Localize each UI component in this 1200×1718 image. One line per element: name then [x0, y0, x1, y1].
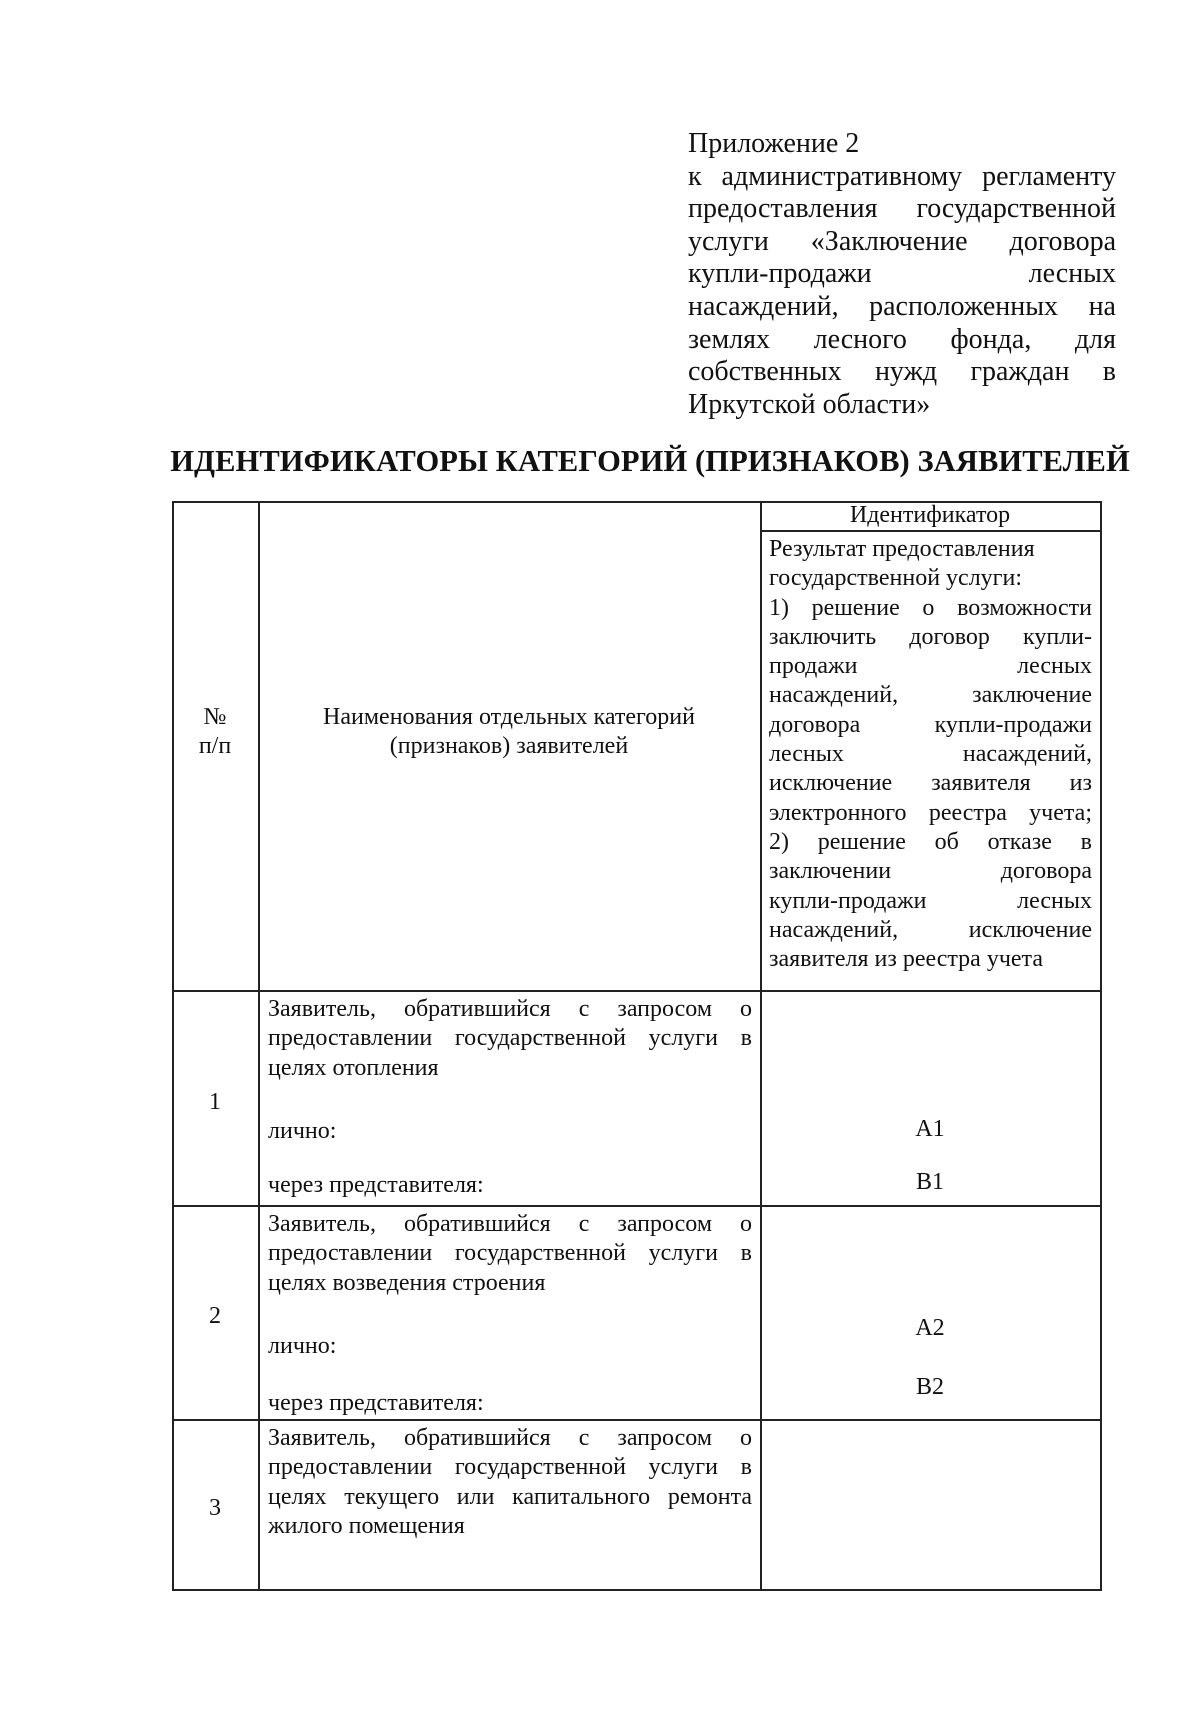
result-line: заявителя из реестра учета	[769, 946, 1043, 973]
annex-line: предоставления государственной	[688, 193, 1116, 225]
personal-code: A1	[915, 1116, 945, 1142]
header-number-line: п/п	[198, 733, 232, 760]
table-border-right	[1100, 501, 1102, 1591]
table-row-divider	[172, 1419, 1102, 1421]
annex-title: Приложение 2	[688, 128, 860, 159]
header-number	[172, 703, 258, 762]
representative-label: через представителя:	[268, 1172, 484, 1198]
result-line: насаждений, заключение	[769, 682, 1092, 709]
result-line: исключение заявителя из	[769, 770, 1092, 797]
header-number-line: №	[203, 704, 227, 730]
table-column-divider	[760, 501, 762, 1591]
header-identifier: Идентификатор	[849, 502, 1011, 528]
representative-code: B1	[915, 1169, 944, 1195]
result-line: заключить договор купли-	[769, 623, 1092, 650]
header-category	[258, 703, 760, 762]
description-line: целях текущего или капитального ремонта	[268, 1483, 752, 1510]
table-border-left	[172, 501, 174, 1591]
row-description	[268, 1424, 752, 1541]
document-title: ИДЕНТИФИКАТОРЫ КАТЕГОРИЙ (ПРИЗНАКОВ) ЗАЯВИТЕЛЕЙ	[170, 444, 1130, 478]
result-line: 1) решение о возможности	[769, 594, 1092, 621]
description-line: предоставлении государственной услуги в	[268, 1025, 752, 1052]
annex-line: купли-продажи лесных	[688, 258, 1116, 290]
row-number: 3	[209, 1495, 221, 1521]
row-number: 2	[209, 1303, 221, 1329]
annex-line: собственных нужд граждан в	[688, 356, 1116, 388]
table-border-bottom	[172, 1589, 1102, 1591]
representative-label: через представителя:	[268, 1390, 484, 1416]
identifier-header-divider	[760, 530, 1102, 532]
annex-header	[688, 128, 1116, 421]
table-row-divider	[172, 990, 1102, 992]
description-line: предоставлении государственной услуги в	[268, 1454, 752, 1481]
row-number: 1	[209, 1089, 221, 1115]
result-line: Результат предоставления	[769, 536, 1035, 562]
row-description	[268, 1210, 752, 1298]
representative-code: B2	[915, 1374, 944, 1400]
table-row-divider	[172, 1205, 1102, 1207]
applicant-categories-table	[172, 501, 1102, 1591]
header-category-line: Наименования отдельных категорий	[323, 704, 695, 730]
annex-line: услуги «Заключение договора	[688, 225, 1116, 257]
description-line: целях отопления	[268, 1054, 439, 1081]
description-line: Заявитель, обратившийся с запросом о	[268, 1425, 752, 1451]
personal-code: A2	[915, 1315, 945, 1341]
result-line: лесных насаждений,	[769, 741, 1092, 768]
result-line: электронного реестра учета;	[769, 799, 1092, 826]
personal-label: лично:	[268, 1118, 337, 1144]
description-line: предоставлении государственной услуги в	[268, 1240, 752, 1267]
description-line: Заявитель, обратившийся с запросом о	[268, 996, 752, 1022]
row-description	[268, 995, 752, 1083]
header-result	[769, 535, 1092, 974]
result-line: купли-продажи лесных	[769, 887, 1092, 914]
result-line: 2) решение об отказе в	[769, 828, 1092, 855]
annex-line: землях лесного фонда, для	[688, 323, 1116, 355]
result-line: договора купли-продажи	[769, 711, 1092, 738]
annex-line: к административному регламенту	[688, 160, 1116, 192]
header-category-line: (признаков) заявителей	[389, 733, 629, 760]
result-line: государственной услуги:	[769, 565, 1023, 592]
personal-label: лично:	[268, 1333, 337, 1359]
annex-line: Иркутской области»	[688, 388, 931, 420]
result-line: продажи лесных	[769, 653, 1092, 680]
description-line: целях возведения строения	[268, 1269, 546, 1296]
description-line: жилого помещения	[268, 1512, 465, 1539]
table-column-divider	[258, 501, 260, 1591]
result-line: заключении договора	[769, 858, 1092, 885]
annex-line: насаждений, расположенных на	[688, 290, 1116, 322]
result-line: насаждений, исключение	[769, 916, 1092, 943]
description-line: Заявитель, обратившийся с запросом о	[268, 1211, 752, 1237]
